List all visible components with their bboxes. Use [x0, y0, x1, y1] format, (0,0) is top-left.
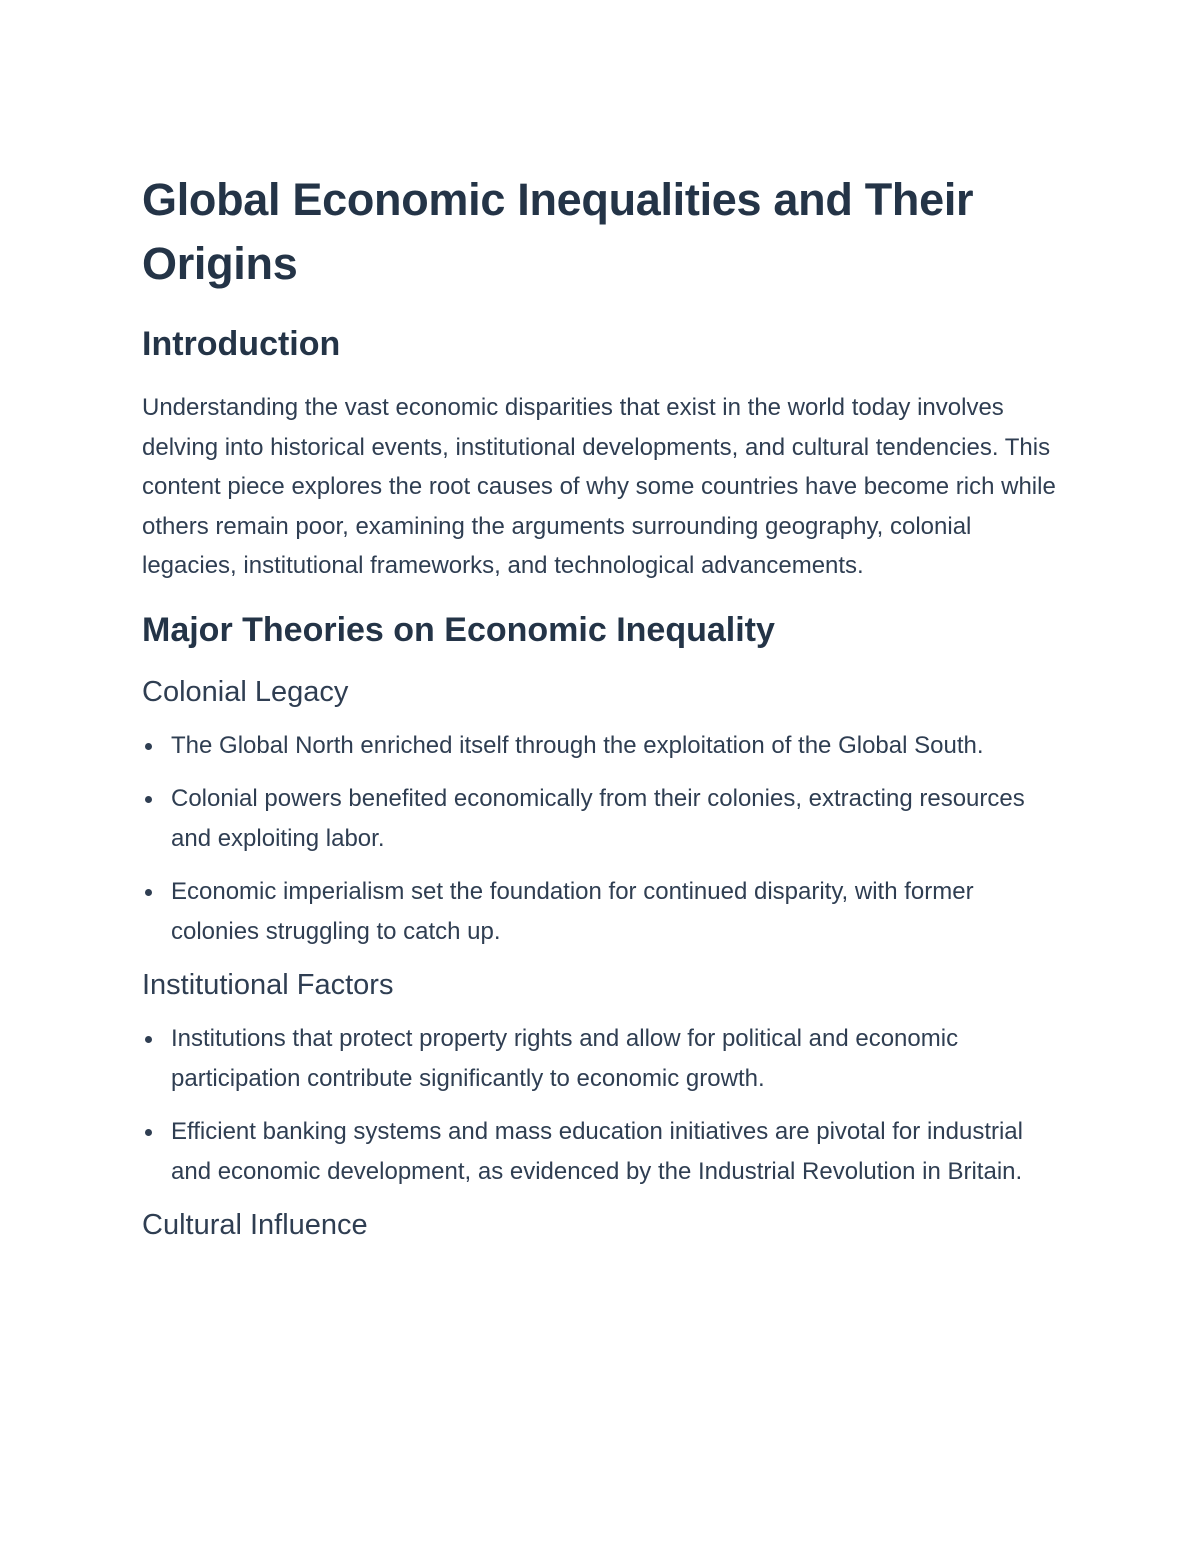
- document-page: [142, 168, 1062, 1259]
- introduction-paragraph: Understanding the vast economic disparities that exist in the world today involves delving into historical events, institutional developments, and cultural tendencies. This content piece explores the root causes of why some countries have become rich while others remain poor, examining the arguments surrounding geography, colonial legacies, institutional frameworks, and technological advancements.: [142, 394, 1056, 579]
- list-item-text: Colonial powers benefited economically from their colonies, extracting resources and exploiting labor.: [171, 784, 1025, 852]
- bullet-icon: [145, 1129, 152, 1136]
- bullet-icon: [145, 743, 152, 750]
- list-item-text: The Global North enriched itself through the exploitation of the Global South.: [171, 731, 984, 759]
- bullet-icon: [145, 889, 152, 896]
- colonial-legacy-list: [142, 726, 1062, 952]
- introduction-heading: Introduction: [142, 325, 341, 363]
- institutional-factors-heading: Institutional Factors: [142, 968, 394, 1001]
- list-item: [142, 1019, 1062, 1099]
- list-item: [142, 779, 1062, 859]
- list-item-text: Efficient banking systems and mass education initiatives are pivotal for industrial and economic development, as evidenced by the Industrial Revolution in Britain.: [171, 1117, 1023, 1185]
- list-item-text: Economic imperialism set the foundation for continued disparity, with former colonies struggling to catch up.: [171, 877, 974, 945]
- colonial-legacy-heading: Colonial Legacy: [142, 675, 349, 708]
- list-item: [142, 1112, 1062, 1192]
- list-item-text: Institutions that protect property rights and allow for political and economic participation contribute significantly to economic growth.: [171, 1024, 959, 1092]
- major-theories-heading: Major Theories on Economic Inequality: [142, 610, 775, 649]
- list-item: [142, 872, 1062, 952]
- institutional-factors-list: [142, 1019, 1062, 1192]
- bullet-icon: [145, 796, 152, 803]
- document-title: Global Economic Inequalities and Their Origins: [142, 174, 974, 289]
- list-item: [142, 726, 1062, 766]
- cultural-influence-heading: Cultural Influence: [142, 1208, 368, 1241]
- bullet-icon: [145, 1036, 152, 1043]
